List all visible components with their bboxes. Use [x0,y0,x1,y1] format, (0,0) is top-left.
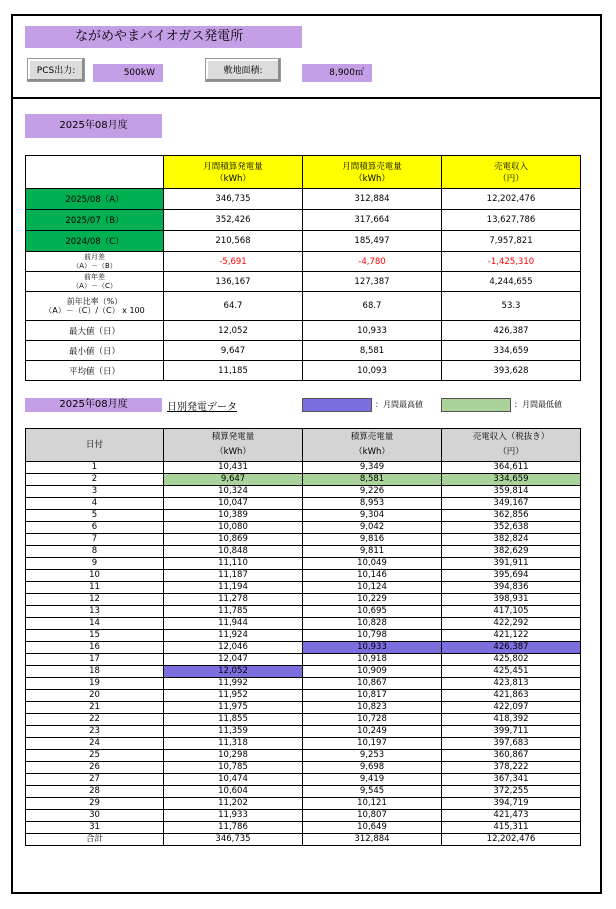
summary-row-label [26,272,164,292]
total-cell: 12,202,476 [442,834,581,846]
summary-value-cell: 8,581 [303,341,442,361]
revenue-cell: 367,341 [442,774,581,786]
summary-value-cell: 136,167 [164,272,303,292]
summary-header-blank [26,156,164,189]
daily-row [26,666,581,678]
generation-cell: 10,474 [164,774,303,786]
sold-cell: 10,828 [303,618,442,630]
summary-row-label-line2: （A）－（C）/（C） x 100 [44,306,145,315]
summary-row [26,292,581,321]
summary-row-label: 2025/08（A） [26,189,164,210]
day-cell: 12 [26,594,164,606]
summary-row [26,361,581,381]
legend-low-swatch [441,398,511,412]
summary-value-cell: 12,052 [164,321,303,341]
generation-cell: 11,952 [164,690,303,702]
sold-cell: 10,817 [303,690,442,702]
revenue-cell: 418,392 [442,714,581,726]
generation-cell: 10,604 [164,786,303,798]
revenue-cell: 422,097 [442,702,581,714]
daily-data-title: 日別発電データ [167,402,237,413]
day-cell: 18 [26,666,164,678]
summary-row-label-line1: 前年比率（%） [66,297,123,306]
sold-cell: 9,816 [303,534,442,546]
summary-value-cell: 64.7 [164,292,303,321]
header-divider [11,97,602,99]
sold-cell: 10,918 [303,654,442,666]
summary-value-cell: -1,425,310 [442,252,581,272]
summary-value-cell: 312,884 [303,189,442,210]
revenue-cell: 421,122 [442,630,581,642]
day-cell: 7 [26,534,164,546]
total-cell: 312,884 [303,834,442,846]
sold-cell: 10,867 [303,678,442,690]
summary-value-cell: 317,664 [303,210,442,231]
daily-header-line1: 売電収入（税抜き） [472,432,550,442]
daily-row [26,690,581,702]
sold-cell: 9,226 [303,486,442,498]
generation-cell: 12,046 [164,642,303,654]
day-cell: 28 [26,786,164,798]
day-cell: 22 [26,714,164,726]
summary-row [26,210,581,231]
revenue-cell: 360,867 [442,750,581,762]
sold-cell: 9,811 [303,546,442,558]
summary-value-cell: 7,957,821 [442,231,581,252]
summary-row-label-line1: 前年差 [84,272,105,281]
sold-cell: 10,124 [303,582,442,594]
generation-cell: 10,785 [164,762,303,774]
generation-cell: 10,324 [164,486,303,498]
day-cell: 27 [26,774,164,786]
sold-cell: 10,728 [303,714,442,726]
day-cell: 11 [26,582,164,594]
legend-low-label: ：月間最低値 [514,400,562,409]
daily-row [26,822,581,834]
summary-row [26,231,581,252]
sold-cell: 10,146 [303,570,442,582]
daily-header-line2: （kWh） [215,447,251,457]
sold-cell: 10,197 [303,738,442,750]
daily-header-line2: （円） [498,447,524,457]
legend-high-swatch [302,398,372,412]
generation-cell: 11,786 [164,822,303,834]
day-cell: 1 [26,462,164,474]
summary-value-cell: -5,691 [164,252,303,272]
day-cell: 5 [26,510,164,522]
summary-value-cell: 53.3 [442,292,581,321]
monthly-summary-table [25,155,581,381]
summary-row [26,252,581,272]
revenue-cell: 391,911 [442,558,581,570]
daily-row [26,522,581,534]
summary-row-label: 2024/08（C） [26,231,164,252]
revenue-cell: 398,931 [442,594,581,606]
summary-header-row [26,156,581,189]
day-cell: 2 [26,474,164,486]
summary-row [26,341,581,361]
day-cell: 21 [26,702,164,714]
day-cell: 3 [26,486,164,498]
daily-header-row [26,429,581,462]
generation-cell: 11,187 [164,570,303,582]
daily-row [26,762,581,774]
daily-header-line2: （kWh） [354,447,390,457]
generation-cell: 11,933 [164,810,303,822]
summary-row [26,272,581,292]
generation-cell: 11,359 [164,726,303,738]
sold-cell: 9,253 [303,750,442,762]
daily-row [26,570,581,582]
summary-row-label [26,292,164,321]
summary-header-line1: 月間積算売電量 [342,162,402,172]
generation-cell: 11,975 [164,702,303,714]
day-cell: 4 [26,498,164,510]
revenue-cell: 423,813 [442,678,581,690]
revenue-cell: 378,222 [442,762,581,774]
revenue-cell: 352,638 [442,522,581,534]
sold-cell: 10,649 [303,822,442,834]
summary-header-line2: （kWh） [215,174,251,184]
summary-value-cell: -4,780 [303,252,442,272]
day-cell: 8 [26,546,164,558]
generation-cell: 11,278 [164,594,303,606]
pcs-output-value: 500kW [93,64,163,82]
summary-value-cell: 352,426 [164,210,303,231]
generation-cell: 11,924 [164,630,303,642]
legend-high-label: ：月間最高値 [375,400,423,409]
sold-cell: 10,807 [303,810,442,822]
site-area-button[interactable]: 敷地面積: [205,58,281,82]
summary-value-cell: 210,568 [164,231,303,252]
daily-row [26,558,581,570]
generation-cell: 10,298 [164,750,303,762]
daily-row [26,606,581,618]
daily-row [26,750,581,762]
daily-data-table [25,428,581,846]
summary-header-cell [442,156,581,189]
generation-cell: 11,855 [164,714,303,726]
summary-value-cell: 12,202,476 [442,189,581,210]
daily-row [26,462,581,474]
revenue-cell: 395,694 [442,570,581,582]
revenue-cell: 382,824 [442,534,581,546]
summary-row-label: 最小値（日） [26,341,164,361]
daily-row [26,726,581,738]
summary-value-cell: 334,659 [442,341,581,361]
summary-value-cell: 185,497 [303,231,442,252]
sold-cell: 10,823 [303,702,442,714]
day-cell: 26 [26,762,164,774]
summary-value-cell: 68.7 [303,292,442,321]
daily-row [26,642,581,654]
summary-row-label: 最大値（日） [26,321,164,341]
revenue-cell: 372,255 [442,786,581,798]
summary-value-cell: 10,933 [303,321,442,341]
daily-total-row [26,834,581,846]
day-cell: 15 [26,630,164,642]
revenue-cell: 425,802 [442,654,581,666]
daily-row [26,582,581,594]
daily-row [26,654,581,666]
generation-cell: 11,318 [164,738,303,750]
generation-cell: 10,389 [164,510,303,522]
daily-row [26,738,581,750]
daily-row [26,678,581,690]
summary-value-cell: 127,387 [303,272,442,292]
summary-value-cell: 393,628 [442,361,581,381]
revenue-cell: 349,167 [442,498,581,510]
day-cell: 10 [26,570,164,582]
daily-period-label: 2025年08月度 [25,398,162,412]
day-cell: 25 [26,750,164,762]
generation-cell: 10,080 [164,522,303,534]
revenue-cell: 394,836 [442,582,581,594]
revenue-cell: 426,387 [442,642,581,654]
summary-row-label [26,252,164,272]
summary-row-label: 2025/07（B） [26,210,164,231]
plant-title: ながめやまバイオガス発電所 [25,26,302,48]
sold-cell: 8,581 [303,474,442,486]
daily-row [26,810,581,822]
summary-row [26,321,581,341]
day-cell: 24 [26,738,164,750]
sold-cell: 10,249 [303,726,442,738]
total-cell: 合計 [26,834,164,846]
generation-cell: 10,848 [164,546,303,558]
daily-row [26,774,581,786]
day-cell: 31 [26,822,164,834]
sold-cell: 9,545 [303,786,442,798]
summary-header-cell [164,156,303,189]
daily-header-cell [26,429,164,462]
summary-value-cell: 426,387 [442,321,581,341]
day-cell: 16 [26,642,164,654]
generation-cell: 10,431 [164,462,303,474]
day-cell: 13 [26,606,164,618]
daily-header-cell [442,429,581,462]
summary-header-line1: 月間積算発電量 [203,162,263,172]
revenue-cell: 415,311 [442,822,581,834]
generation-cell: 11,785 [164,606,303,618]
day-cell: 30 [26,810,164,822]
generation-cell: 11,202 [164,798,303,810]
sold-cell: 9,349 [303,462,442,474]
daily-row [26,798,581,810]
sold-cell: 10,229 [303,594,442,606]
day-cell: 9 [26,558,164,570]
revenue-cell: 421,473 [442,810,581,822]
day-cell: 17 [26,654,164,666]
daily-row [26,618,581,630]
revenue-cell: 417,105 [442,606,581,618]
total-cell: 346,735 [164,834,303,846]
generation-cell: 11,110 [164,558,303,570]
summary-row [26,189,581,210]
daily-row [26,534,581,546]
daily-header-cell [303,429,442,462]
daily-row [26,474,581,486]
summary-row-label-line2: （A）－（C） [72,281,117,290]
day-cell: 6 [26,522,164,534]
revenue-cell: 421,863 [442,690,581,702]
sold-cell: 10,695 [303,606,442,618]
sold-cell: 10,798 [303,630,442,642]
summary-row-label: 平均値（日） [26,361,164,381]
daily-row [26,714,581,726]
generation-cell: 12,052 [164,666,303,678]
day-cell: 20 [26,690,164,702]
summary-value-cell: 13,627,786 [442,210,581,231]
daily-row [26,486,581,498]
revenue-cell: 359,814 [442,486,581,498]
daily-row [26,594,581,606]
day-cell: 23 [26,726,164,738]
revenue-cell: 425,451 [442,666,581,678]
sold-cell: 9,698 [303,762,442,774]
summary-row-label-line1: 前月差 [84,252,105,261]
daily-row [26,702,581,714]
summary-header-cell [303,156,442,189]
summary-value-cell: 4,244,655 [442,272,581,292]
site-area-value: 8,900㎡ [302,64,372,82]
summary-value-cell: 346,735 [164,189,303,210]
revenue-cell: 334,659 [442,474,581,486]
revenue-cell: 394,719 [442,798,581,810]
summary-header-line1: 売電収入 [493,162,528,172]
revenue-cell: 422,292 [442,618,581,630]
generation-cell: 11,194 [164,582,303,594]
summary-value-cell: 10,093 [303,361,442,381]
generation-cell: 12,047 [164,654,303,666]
revenue-cell: 362,856 [442,510,581,522]
summary-value-cell: 11,185 [164,361,303,381]
day-cell: 29 [26,798,164,810]
period-label: 2025年08月度 [25,114,162,138]
generation-cell: 10,047 [164,498,303,510]
summary-header-line2: （kWh） [354,174,390,184]
day-cell: 19 [26,678,164,690]
daily-header-cell [164,429,303,462]
day-cell: 14 [26,618,164,630]
daily-row [26,786,581,798]
generation-cell: 11,944 [164,618,303,630]
pcs-output-button[interactable]: PCS出力: [27,58,85,82]
sold-cell: 8,953 [303,498,442,510]
daily-row [26,630,581,642]
sold-cell: 10,933 [303,642,442,654]
daily-row [26,498,581,510]
summary-header-line2: （円） [498,174,524,184]
daily-row [26,510,581,522]
revenue-cell: 399,711 [442,726,581,738]
sold-cell: 10,121 [303,798,442,810]
generation-cell: 9,647 [164,474,303,486]
generation-cell: 11,992 [164,678,303,690]
daily-row [26,546,581,558]
sold-cell: 9,042 [303,522,442,534]
daily-header-line1: 積算売電量 [350,432,394,442]
sold-cell: 10,909 [303,666,442,678]
sold-cell: 10,049 [303,558,442,570]
revenue-cell: 364,611 [442,462,581,474]
daily-header-line1: 日付 [85,439,103,450]
revenue-cell: 397,683 [442,738,581,750]
sold-cell: 9,304 [303,510,442,522]
summary-row-label-line2: （A）－（B） [72,261,117,270]
generation-cell: 10,869 [164,534,303,546]
revenue-cell: 382,629 [442,546,581,558]
summary-value-cell: 9,647 [164,341,303,361]
sold-cell: 9,419 [303,774,442,786]
daily-header-line1: 積算発電量 [211,432,255,442]
